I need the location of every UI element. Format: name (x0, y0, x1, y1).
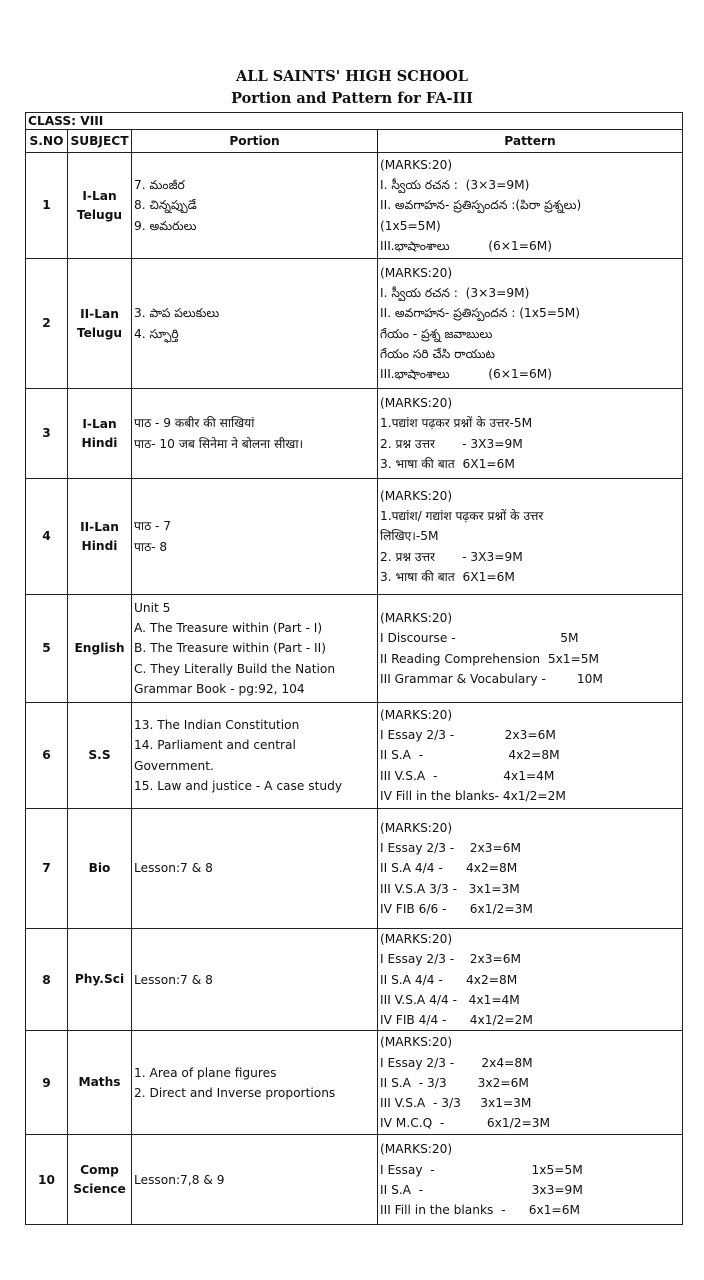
sno-cell: 1 (26, 153, 68, 259)
pattern-line: IV M.C.Q - 6x1/2=3M (380, 1116, 550, 1131)
pattern-cell (378, 1135, 683, 1225)
pattern-line: II S.A - 3x3=9M (380, 1182, 583, 1197)
pattern-line: IV FIB 6/6 - 6x1/2=3M (380, 901, 533, 916)
pattern-line: III V.S.A - 4x1=4M (380, 768, 555, 783)
sno-cell: 3 (26, 389, 68, 479)
pattern-line: III.భాషాంశాలు (6×1=6M) (380, 238, 553, 253)
sno-cell: 5 (26, 595, 68, 703)
subject-cell (68, 153, 132, 259)
subject-cell (68, 929, 132, 1031)
pattern-line: लिखिए।-5M (380, 529, 439, 544)
portion-line: Lesson:7 & 8 (134, 861, 213, 876)
pattern-line: III Fill in the blanks - 6x1=6M (380, 1203, 580, 1218)
subject-cell (68, 1135, 132, 1225)
portion-line: 1. Area of plane figures (134, 1065, 277, 1080)
subject-line: I-Lan (82, 416, 117, 431)
portion-line: Lesson:7,8 & 9 (134, 1172, 225, 1187)
portion-line: 7. మంజీర (134, 178, 185, 193)
pattern-line: (MARKS:20) (380, 1035, 453, 1050)
subject-cell (68, 703, 132, 809)
pattern-line: (MARKS:20) (380, 707, 453, 722)
portion-line: A. The Treasure within (Part - I) (134, 621, 323, 636)
pattern-cell (378, 595, 683, 703)
header-row (26, 130, 683, 153)
portion-cell (132, 809, 378, 929)
portion-cell (132, 929, 378, 1031)
class-label: CLASS: VIII (26, 113, 683, 130)
subject-cell (68, 1031, 132, 1135)
pattern-line: I Essay 2/3 - 2x3=6M (380, 728, 556, 743)
portion-cell (132, 259, 378, 389)
pattern-line: (MARKS:20) (380, 265, 453, 280)
subject-line: Phy.Sci (74, 972, 125, 987)
pattern-line: I Essay - 1x5=5M (380, 1162, 583, 1177)
pattern-line: 3. भाषा की बात 6X1=6M (380, 569, 515, 584)
portion-line: Grammar Book - pg:92, 104 (134, 681, 305, 696)
subject-line: Maths (78, 1075, 121, 1090)
pattern-line: I. స్వీయ రచన : (3×3=9M) (380, 178, 530, 193)
portion-cell (132, 703, 378, 809)
pattern-line: III V.S.A - 3/3 3x1=3M (380, 1096, 532, 1111)
pattern-cell (378, 1031, 683, 1135)
header-pattern: Pattern (378, 130, 683, 153)
portion-cell (132, 595, 378, 703)
sno-cell: 6 (26, 703, 68, 809)
subject-line: English (74, 641, 125, 655)
pattern-line: III V.S.A 4/4 - 4x1=4M (380, 992, 520, 1007)
table-row (26, 809, 683, 929)
pattern-line: I Essay 2/3 - 2x3=6M (380, 841, 522, 856)
subject-line: S.S (88, 748, 111, 762)
table-row (26, 1031, 683, 1135)
pattern-line: I. స్వీయ రచన : (3×3=9M) (380, 285, 530, 300)
pattern-line: (MARKS:20) (380, 157, 453, 172)
pattern-line: I Essay 2/3 - 2x4=8M (380, 1055, 533, 1070)
pattern-line: 1.पद्यांश पढ़कर प्रश्नों के उत्तर-5M (380, 416, 533, 431)
pattern-cell (378, 389, 683, 479)
portion-cell (132, 153, 378, 259)
pattern-line: (MARKS:20) (380, 395, 453, 410)
pattern-line: II. అవగాహన- ప్రతిస్పందన :(పిరా ప్రశ్నలు) (380, 198, 582, 213)
header-portion: Portion (132, 130, 378, 153)
sno-cell: 10 (26, 1135, 68, 1225)
pattern-cell (378, 703, 683, 809)
portion-line: Lesson:7 & 8 (134, 972, 213, 987)
subject-line: Telugu (76, 207, 123, 222)
sno-cell: 2 (26, 259, 68, 389)
pattern-line: III Grammar & Vocabulary - 10M (380, 671, 603, 686)
portion-line: पाठ- 10 जब सिनेमा ने बोलना सीखा। (134, 436, 304, 451)
table-row (26, 703, 683, 809)
table-row (26, 479, 683, 595)
sno-cell: 4 (26, 479, 68, 595)
pattern-line: I Discourse - 5M (380, 631, 579, 646)
portion-pattern-table (25, 112, 683, 1225)
pattern-line: (MARKS:20) (380, 820, 453, 835)
pattern-line: II S.A 4/4 - 4x2=8M (380, 972, 518, 987)
pattern-line: IV FIB 4/4 - 4x1/2=2M (380, 1013, 533, 1028)
pattern-line: II S.A - 3/3 3x2=6M (380, 1075, 529, 1090)
table-row (26, 929, 683, 1031)
subject-line: Science (73, 1181, 126, 1196)
subject-line: II-Lan (80, 306, 119, 321)
subject-cell (68, 389, 132, 479)
class-row (26, 113, 683, 130)
subject-cell (68, 259, 132, 389)
subject-line: II-Lan (80, 519, 119, 534)
portion-line: Government. (134, 758, 214, 773)
pattern-line: 1.पद्यांश/ गद्यांश पढ़कर प्रश्नों के उत्तर (380, 509, 544, 524)
pattern-cell (378, 809, 683, 929)
table-row (26, 595, 683, 703)
pattern-line: 3. भाषा की बात 6X1=6M (380, 456, 515, 471)
portion-line: B. The Treasure within (Part - II) (134, 641, 326, 656)
pattern-line: 2. प्रश्न उत्तर - 3X3=9M (380, 436, 523, 451)
subject-line: Bio (88, 861, 111, 875)
portion-line: 14. Parliament and central (134, 738, 296, 753)
subject-line: Hindi (81, 435, 118, 450)
portion-line: 4. స్ఫూర్తి (134, 326, 179, 341)
pattern-line: (1x5=5M) (380, 218, 441, 233)
pattern-line: II. అవగాహన- ప్రతిస్పందన : (1x5=5M) (380, 306, 581, 321)
portion-cell (132, 479, 378, 595)
pattern-line: గేయం సరి చేసి రాయుట (380, 346, 495, 361)
header-subject: SUBJECT (68, 130, 132, 153)
subject-line: Telugu (76, 325, 123, 340)
portion-line: Unit 5 (134, 600, 171, 615)
portion-line: 9. అమరులు (134, 218, 197, 233)
sno-cell: 9 (26, 1031, 68, 1135)
document-subtitle: Portion and Pattern for FA-III (231, 90, 473, 107)
table-row (26, 259, 683, 389)
pattern-line: III V.S.A 3/3 - 3x1=3M (380, 881, 520, 896)
pattern-line: (MARKS:20) (380, 488, 453, 503)
pattern-cell (378, 479, 683, 595)
pattern-line: IV Fill in the blanks- 4x1/2=2M (380, 788, 566, 803)
portion-line: 2. Direct and Inverse proportions (134, 1085, 336, 1100)
header-sno: S.NO (26, 130, 68, 153)
portion-line: 15. Law and justice - A case study (134, 778, 343, 793)
table-row (26, 389, 683, 479)
portion-line: पाठ - 7 (134, 519, 172, 534)
pattern-line: III.భాషాంశాలు (6×1=6M) (380, 367, 553, 382)
pattern-cell (378, 929, 683, 1031)
pattern-line: II S.A - 4x2=8M (380, 748, 560, 763)
portion-cell (132, 1135, 378, 1225)
portion-line: 3. పాప పలుకులు (134, 306, 220, 321)
subject-line: I-Lan (82, 188, 117, 203)
portion-line: 13. The Indian Constitution (134, 717, 300, 732)
pattern-line: 2. प्रश्न उत्तर - 3X3=9M (380, 549, 523, 564)
table-row (26, 1135, 683, 1225)
portion-line: C. They Literally Build the Nation (134, 661, 336, 676)
pattern-line: (MARKS:20) (380, 932, 453, 946)
portion-line: 8. చిన్నప్పుడే (134, 198, 197, 213)
portion-cell (132, 1031, 378, 1135)
subject-cell (68, 595, 132, 703)
sno-cell: 8 (26, 929, 68, 1031)
pattern-line: II Reading Comprehension 5x1=5M (380, 651, 600, 666)
subject-line: Hindi (81, 538, 118, 553)
pattern-cell (378, 259, 683, 389)
subject-cell (68, 809, 132, 929)
portion-line: पाठ- 8 (134, 539, 168, 554)
portion-cell (132, 389, 378, 479)
subject-line: Comp (80, 1162, 119, 1177)
pattern-line: (MARKS:20) (380, 1142, 453, 1157)
school-name: ALL SAINTS' HIGH SCHOOL (236, 68, 468, 85)
pattern-cell (378, 153, 683, 259)
pattern-line: I Essay 2/3 - 2x3=6M (380, 952, 522, 967)
sno-cell: 7 (26, 809, 68, 929)
pattern-line: II S.A 4/4 - 4x2=8M (380, 861, 518, 876)
table-row (26, 153, 683, 259)
subject-cell (68, 479, 132, 595)
pattern-line: (MARKS:20) (380, 610, 453, 625)
portion-line: पाठ - 9 कबीर की साखियां (134, 416, 255, 431)
pattern-line: గేయం - ప్రశ్న జవాబులు (380, 326, 493, 341)
